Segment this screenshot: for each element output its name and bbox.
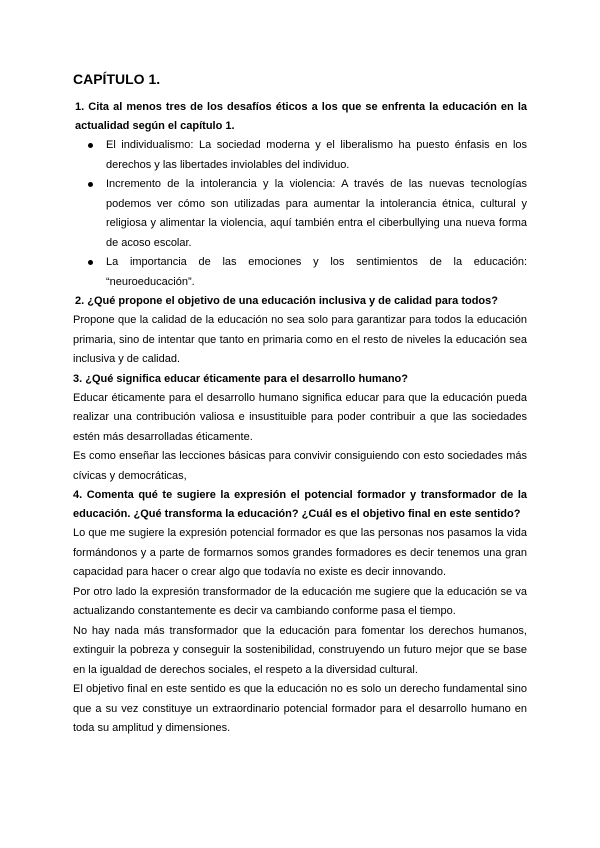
bullet-text: La importancia de las emociones y los sentimientos de la educación: “neuroeducación”.: [106, 256, 527, 288]
answer-4-paragraph: Por otro lado la expresión transformador de la educación me sugiere que la educación se va actualizando constantemente es decir va cambiando conforme pasa el tiempo.: [73, 585, 527, 617]
question-1: 1. Cita al menos tres de los desafíos éticos a los que se enfrenta la educación en la actualidad según el capítulo 1.: [75, 101, 527, 132]
answer-2: Propone que la calidad de la educación no sea solo para garantizar para todos la educación primaria, sino de intentar que tanto en primaria como en el resto de niveles la educación sea inclusiva y de calidad.: [73, 314, 527, 365]
answer-4-paragraph: El objetivo final en este sentido es que la educación no es solo un derecho fundamental sino que a su vez constituye un extraordinario potencial formador para el desarrollo humano en toda su amplitud y dimensiones.: [73, 683, 527, 734]
question-1-bullet-list: [73, 136, 527, 292]
bullet-text: Incremento de la intolerancia y la violencia: A través de las nuevas tecnologías podemos ver cómo son utilizadas para aumentar la intolerancia étnica, cultural y religiosa y alimentar la violencia, aquí también entra el ciberbullying una nueva forma de acoso escolar.: [106, 178, 527, 249]
bullet-item: [106, 136, 527, 175]
question-4: 4. Comenta qué te sugiere la expresión el potencial formador y transformador de la educación. ¿Qué transforma la educación? ¿Cuál es el objetivo final en este sentido?: [73, 489, 527, 520]
answer-3-paragraph: Es como enseñar las lecciones básicas para convivir consiguiendo con esto sociedades más cívicas y democráticas,: [73, 450, 527, 482]
bullet-dot-icon: [88, 143, 93, 148]
question-2: 2. ¿Qué propone el objetivo de una educación inclusiva y de calidad para todos?: [75, 295, 498, 307]
answer-4-paragraph: No hay nada más transformador que la educación para fomentar los derechos humanos, extinguir la pobreza y conseguir la sostenibilidad, construyendo un futuro mejor que se base en la igualdad de derechos sociales, el respeto a la diversidad cultural.: [73, 624, 527, 676]
bullet-dot-icon: [88, 260, 93, 265]
bullet-text: El individualismo: La sociedad moderna y el liberalismo ha puesto énfasis en los derechos y las libertades inviolables del individuo.: [106, 139, 527, 171]
chapter-title: CAPÍTULO 1.: [73, 71, 161, 87]
answer-3-paragraph: Educar éticamente para el desarrollo humano significa educar para que la educación pueda realizar una contribución valiosa e insustituible para poder contribuir a que las sociedades estén más desarrolladas éticamente.: [73, 391, 527, 443]
answer-4-paragraph: Lo que me sugiere la expresión potencial formador es que las personas nos pasamos la vida formándonos y a parte de formarnos somos grandes formadores es decir tenemos una gran capacidad para hacer o crear algo que todavía no existe es decir innovando.: [73, 527, 527, 578]
bullet-item: [106, 175, 527, 253]
document-body: [73, 70, 527, 739]
bullet-dot-icon: [88, 182, 93, 187]
question-3: 3. ¿Qué significa educar éticamente para el desarrollo humano?: [73, 372, 408, 385]
bullet-item: [106, 253, 527, 292]
